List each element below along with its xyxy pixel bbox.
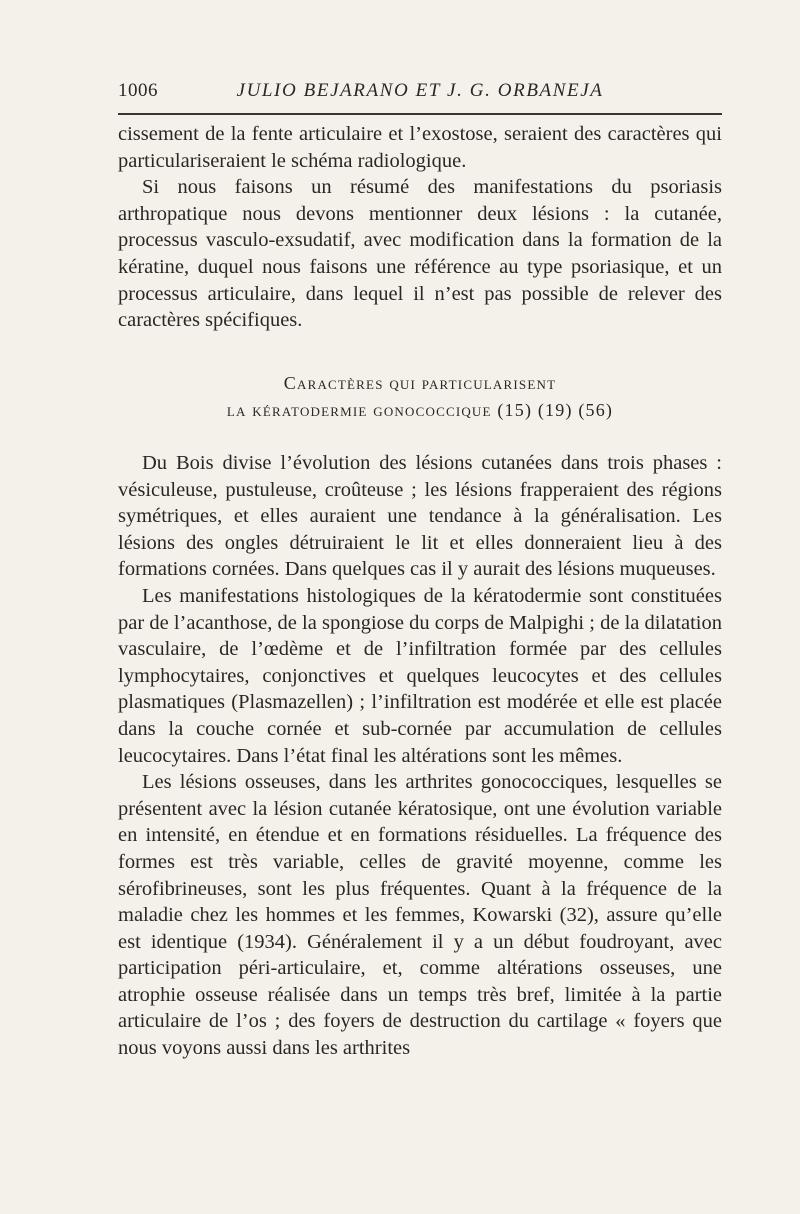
- paragraph-bone-lesions: Les lésions osseuses, dans les arthrites gonococciques, lesquelles se présentent avec la lésion cutanée kératosique, ont une évolution variable en intensité, en étendue et en formations résiduelles. La fréquence des formes est très variable, celles de gravité moyenne, comme les sérofibrineuses, sont les plus fréquentes. Quant à la fréquence de la maladie chez les hommes et les femmes, Kowarski (32), assure qu’elle est identique (1934). Généralement il y a un début foudroyant, avec participation péri-articulaire, et, comme altérations osseuses, une atrophie osseuse réalisée dans un temps très bref, limitée à la partie articulaire de l’os ; des foyers de destruction du cartilage « foyers que nous voyons aussi dans les arthrites: [118, 771, 722, 1060]
- page-header: [118, 80, 722, 110]
- section-heading-line-1: Caractères qui particularisent: [283, 373, 557, 393]
- header-rule: [118, 113, 722, 115]
- section-heading: [118, 370, 722, 424]
- running-head: JULIO BEJARANO ET J. G. ORBANEJA: [236, 80, 604, 101]
- paragraph-summary: Si nous faisons un résumé des manifestations du psoriasis arthropatique nous devons mentionner deux lésions : la cutanée, processus vasculo-exsudatif, avec modification dans la formation de la kératine, duquel nous faisons une référence au type psoriasique, et un processus articulaire, dans lequel il n’est pas possible de relever des caractères spécifiques.: [118, 176, 722, 332]
- page-number: 1006: [118, 80, 158, 101]
- body-text-bottom: [118, 450, 722, 1062]
- section-heading-line-2: la kératodermie gonococcique (15) (19) (56): [226, 400, 614, 420]
- paragraph-continuation: cissement de la fente articulaire et l’exostose, seraient des caractères qui particulariseraient le schéma radiologique.: [118, 123, 722, 172]
- paragraph-du-bois: Du Bois divise l’évolution des lésions cutanées dans trois phases : vésiculeuse, pustuleuse, croûteuse ; les lésions frapperaient des régions symétriques, et elles auraient une tendance à la généralisation. Les lésions des ongles détruiraient le lit et elles donneraient lieu à des formations cornées. Dans quelques cas il y aurait des lésions muqueuses.: [118, 452, 722, 581]
- paragraph-histology: Les manifestations histologiques de la kératodermie sont constituées par de l’acanthose, de la spongiose du corps de Malpighi ; de la dilatation vasculaire, de l’œdème et de l’infiltration formée par des cellules lymphocytaires, conjonctives et quelques leucocytes et des cellules plasmatiques (Plasmazellen) ; l’infiltration est modérée et elle est placée dans la couche cornée et sub-cornée par accumulation de cellules leucocytaires. Dans l’état final les altérations sont les mêmes.: [118, 584, 722, 767]
- body-text-top: [118, 121, 722, 334]
